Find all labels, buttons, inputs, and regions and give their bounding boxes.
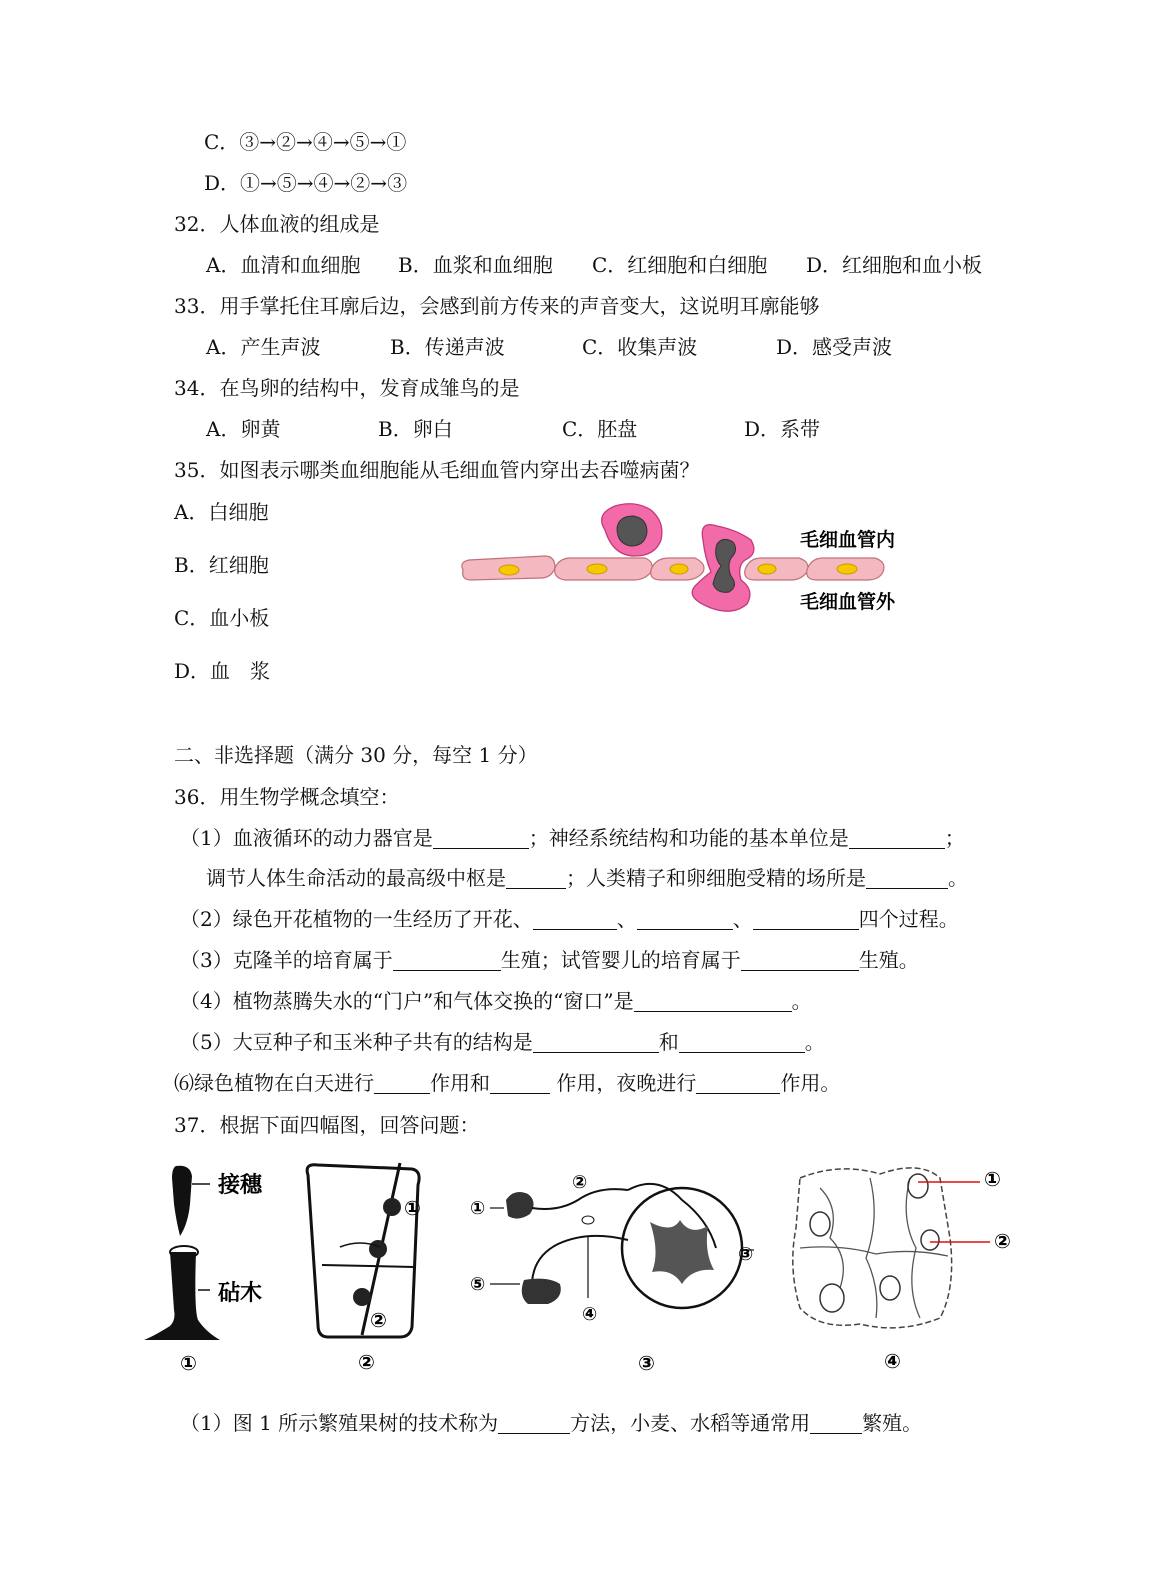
label-inside-capillary: 毛细血管内 <box>800 529 896 551</box>
q34-option-b: B．卵白 <box>378 417 453 441</box>
figure-number-1: ① <box>180 1351 197 1375</box>
answer-blank[interactable] <box>679 1030 805 1053</box>
fig4-label-2: ② <box>994 1229 1011 1253</box>
q35-option-d: D．血 浆 <box>174 659 271 683</box>
q36-part4: （4）植物蒸腾失水的“门户”和气体交换的“窗口”是 。 <box>180 989 812 1013</box>
q33-option-b: B．传递声波 <box>390 335 505 359</box>
q36-part1-line2: 调节人体生命活动的最高级中枢是 ；人类精子和卵细胞受精的场所是 。 <box>206 866 968 890</box>
fig2-label-2: ② <box>370 1308 387 1332</box>
q34-option-c: C．胚盘 <box>562 417 638 441</box>
q31-option-c: C．③→②→④→⑤→① <box>204 130 407 154</box>
figure-number-2: ② <box>358 1350 375 1374</box>
fig4-label-1: ① <box>984 1167 1001 1191</box>
q36-part1-line1: （1）血液循环的动力器官是 ；神经系统结构和功能的基本单位是 ； <box>180 826 965 850</box>
answer-blank[interactable] <box>696 1071 780 1094</box>
fig3-label-3: ③ <box>738 1244 754 1265</box>
q32-option-b: B．血浆和血细胞 <box>398 253 553 277</box>
q36-part2: （2）绿色开花植物的一生经历了开花、 、 、 四个过程。 <box>180 907 959 931</box>
label-stock: 砧木 <box>218 1281 263 1306</box>
q35-option-c: C．血小板 <box>174 606 270 630</box>
q32-option-c: C．红细胞和白细胞 <box>592 253 768 277</box>
q36-part3: （3）克隆羊的培育属于 生殖；试管婴儿的培育属于 生殖。 <box>180 948 919 972</box>
q33-stem: 33．用手掌托住耳廓后边，会感到前方传来的声音变大，这说明耳廓能够 <box>174 294 820 318</box>
fig3-label-2: ② <box>572 1172 588 1193</box>
q37-stem: 37．根据下面四幅图，回答问题： <box>174 1113 480 1137</box>
q33-options <box>206 333 892 361</box>
figure-number-3: ③ <box>638 1351 655 1375</box>
q35-stem: 35．如图表示哪类血细胞能从毛细血管内穿出去吞噬病菌？ <box>174 458 700 482</box>
q33-option-d: D．感受声波 <box>776 335 893 359</box>
fig2-label-1: ① <box>404 1196 421 1220</box>
q37-part1: （1）图 1 所示繁殖果树的技术称为 方法，小麦、水稻等通常用 繁殖。 <box>180 1411 923 1435</box>
q33-option-a: A．产生声波 <box>206 335 321 359</box>
q36-part5: （5）大豆种子和玉米种子共有的结构是 和 。 <box>180 1030 825 1054</box>
answer-blank[interactable] <box>533 1030 659 1053</box>
figure-number-4: ④ <box>884 1349 901 1373</box>
answer-blank[interactable] <box>393 948 501 971</box>
q31-option-d: D．①→⑤→④→②→③ <box>204 171 408 195</box>
q33-option-c: C．收集声波 <box>582 335 698 359</box>
answer-blank[interactable] <box>810 1411 862 1434</box>
answer-blank[interactable] <box>533 907 617 930</box>
q35-option-b: B．红细胞 <box>174 553 269 577</box>
q32-options <box>206 251 982 279</box>
q32-stem: 32．人体血液的组成是 <box>174 212 380 236</box>
answer-blank[interactable] <box>634 989 792 1012</box>
leaf-epidermis-figure <box>780 1158 1020 1373</box>
fig3-label-4: ④ <box>582 1304 598 1325</box>
label-scion: 接穗 <box>218 1173 263 1198</box>
q32-option-d: D．红细胞和血小板 <box>806 253 983 277</box>
answer-blank[interactable] <box>506 866 566 889</box>
q34-option-a: A．卵黄 <box>206 417 281 441</box>
answer-blank[interactable] <box>741 948 859 971</box>
fig3-label-5: ⑤ <box>470 1274 486 1295</box>
q34-options <box>206 415 820 443</box>
answer-blank[interactable] <box>849 826 945 849</box>
answer-blank[interactable] <box>490 1071 550 1094</box>
q36-stem: 36．用生物学概念填空： <box>174 785 400 809</box>
answer-blank[interactable] <box>433 826 529 849</box>
seed-germination-figure <box>300 1155 430 1375</box>
capillary-figure <box>455 500 925 620</box>
q32-option-a: A．血清和血细胞 <box>206 253 361 277</box>
label-outside-capillary: 毛细血管外 <box>800 591 896 613</box>
grafting-figure <box>140 1160 290 1375</box>
answer-blank[interactable] <box>498 1411 570 1434</box>
q35-option-a: A．白细胞 <box>174 500 269 524</box>
answer-blank[interactable] <box>637 907 733 930</box>
q34-stem: 34．在鸟卵的结构中，发育成雏鸟的是 <box>174 376 520 400</box>
answer-blank[interactable] <box>374 1071 430 1094</box>
q36-part6: ⑹绿色植物在白天进行 作用和 作用，夜晚进行 作用。 <box>174 1071 841 1095</box>
answer-blank[interactable] <box>866 866 948 889</box>
answer-blank[interactable] <box>753 907 859 930</box>
reflex-arc-figure <box>468 1160 768 1375</box>
q34-option-d: D．系带 <box>744 417 821 441</box>
fig3-label-1: ① <box>470 1198 486 1219</box>
section2-title: 二、非选择题（满分 30 分，每空 1 分） <box>174 743 538 767</box>
